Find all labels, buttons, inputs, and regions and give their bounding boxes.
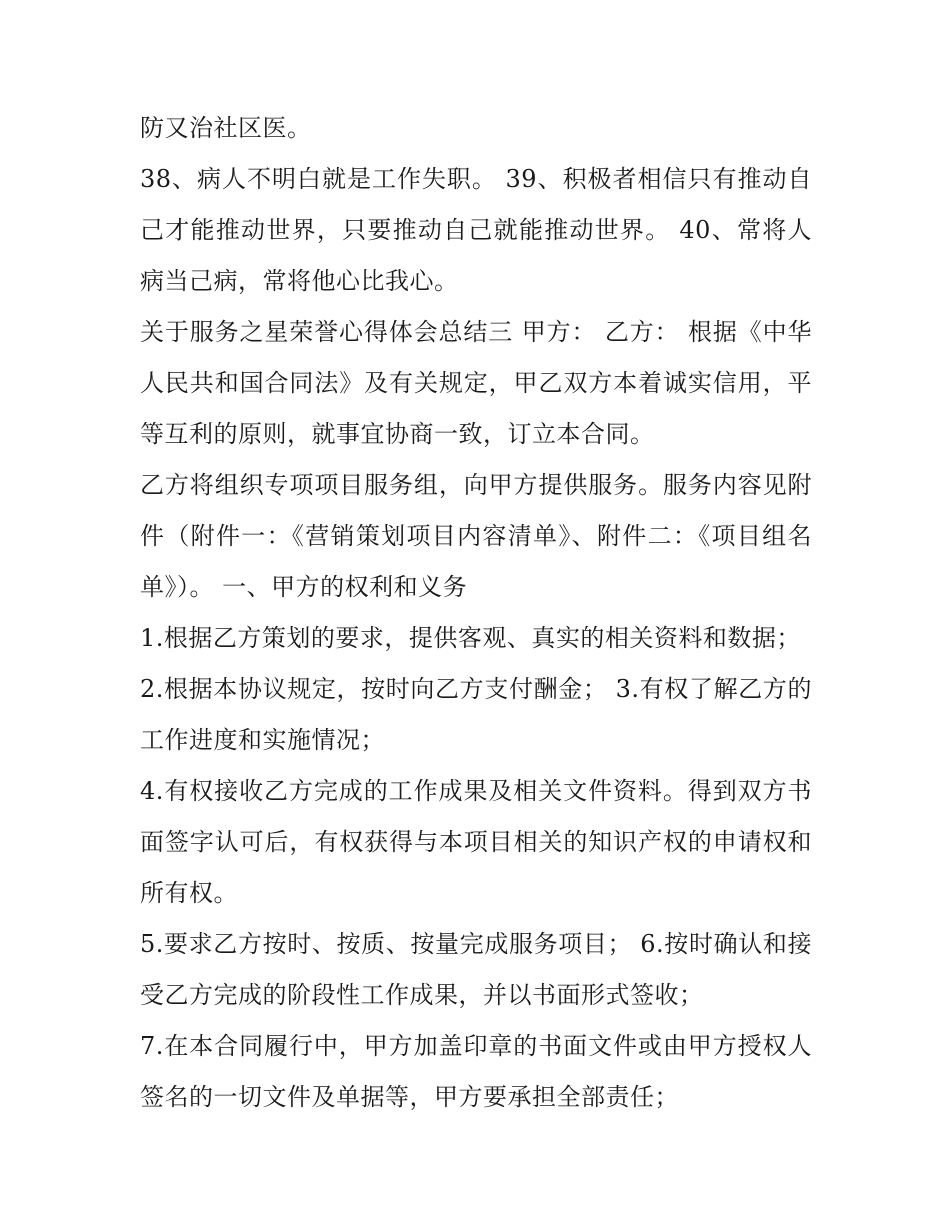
paragraph: 关于服务之星荣誉心得体会总结三 甲方： 乙方： 根据《中华人民共和国合同法》及有关规定，甲乙双方本着诚实信用，平等互利的原则，就事宜协商一致，订立本合同。 [140,318,812,448]
paragraph: 2.根据本协议规定，按时向乙方支付酬金； 3.有权了解乙方的工作进度和实施情况； [140,675,812,754]
paragraph: 7.在本合同履行中，甲方加盖印章的书面文件或由甲方授权人签名的一切文件及单据等，甲方要承担全部责任； [140,1032,812,1111]
paragraph: 乙方将组织专项项目服务组，向甲方提供服务。服务内容见附件（附件一：《营销策划项目内容清单》、附件二：《项目组名单》）。 一、甲方的权利和义务 [140,471,812,601]
paragraph: 38、病人不明白就是工作失职。 39、积极者相信只有推动自己才能推动世界，只要推动自己就能推动世界。 40、常将人病当己病，常将他心比我心。 [140,165,812,295]
paragraph: 1.根据乙方策划的要求，提供客观、真实的相关资料和数据； [140,624,801,652]
paragraph: 5.要求乙方按时、按质、按量完成服务项目； 6.按时确认和接受乙方完成的阶段性工作成果，并以书面形式签收； [140,930,812,1009]
paragraph: 防又治社区医。 [140,114,312,142]
document-body [140,103,812,1123]
paragraph: 4.有权接收乙方完成的工作成果及相关文件资料。得到双方书面签字认可后，有权获得与本项目相关的知识产权的申请权和所有权。 [140,777,812,907]
